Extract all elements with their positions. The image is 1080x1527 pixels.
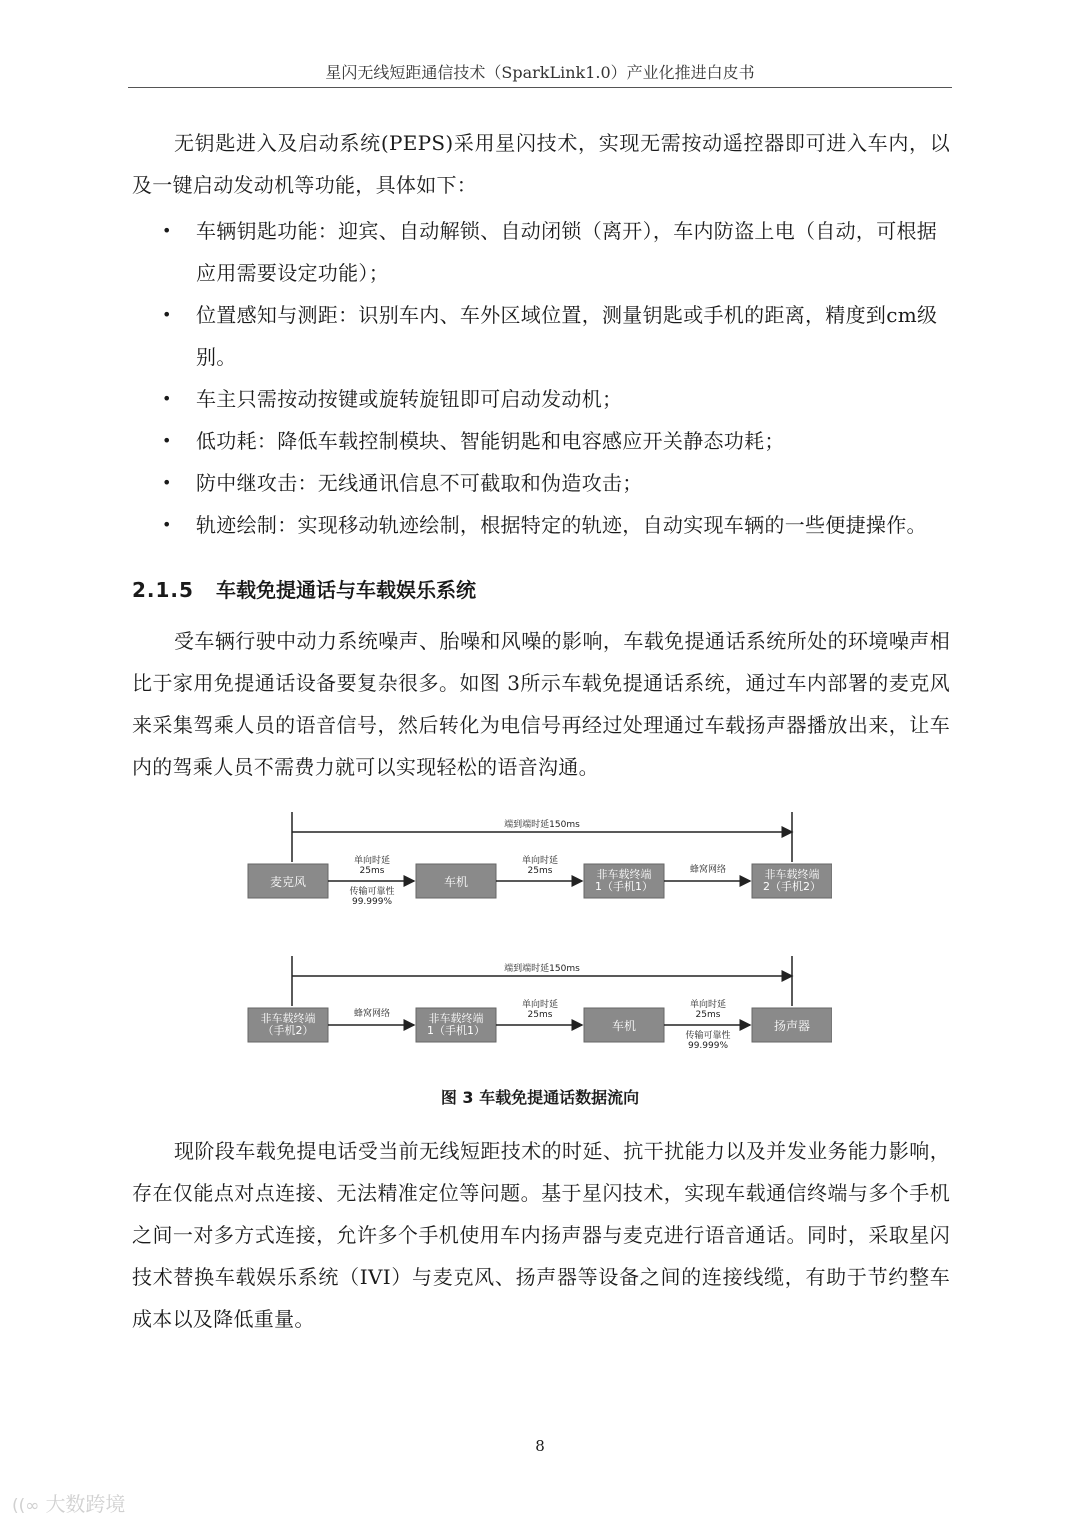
node-label: 非车载终端（手机2） [260,1012,316,1037]
link-top-label: 蜂窝网络 [689,865,727,875]
link-bottom-label: 传输可靠性 99.999% [349,887,395,907]
bullet-icon: • [162,221,172,240]
watermark [12,1488,125,1517]
bullet-icon: • [162,431,172,450]
watermark-text: 大数跨境 [45,1492,126,1516]
link-top-label: 单向时延 25ms [689,1000,727,1020]
header-rule [128,87,952,88]
node-label: 车机 [443,875,469,889]
link-top-label: 蜂窝网络 [353,1009,391,1019]
bullet-icon: • [162,473,172,492]
page-number: 8 [535,1437,545,1455]
watermark-logo-icon: ((∞ [12,1496,40,1516]
node-label: 非车载终端 2（手机2） [763,868,821,893]
intro-paragraph: 无钥匙进入及启动系统(PEPS)采用星闪技术，实现无需按动遥控器即可进入车内，以及一键启动发动机等功能，具体如下： [132,131,950,197]
list-item: • 防中继攻击：无线通讯信息不可截取和伪造攻击； [160,462,950,504]
link-top-label: 单向时延 25ms [521,1000,559,1020]
node-label: 非车载终端 1（手机1） [427,1012,485,1037]
data-flow-diagram [232,810,832,1050]
section-number: 2.1.5 [132,578,194,602]
node-label: 扬声器 [773,1019,811,1033]
bullet-icon: • [162,305,172,324]
body-paragraph-2: 现阶段车载免提电话受当前无线短距技术的时延、抗干扰能力以及并发业务能力影响，存在仅能点对点连接、无法精准定位等问题。基于星闪技术，实现车载通信终端与多个手机之间一对多方式连接，允许多个手机使用车内扬声器与麦克进行语音通话。同时，采取星闪技术替换车载娱乐系统（IVI）与麦克风、扬声器等设备之间的连接线缆，有助于节约整车成本以及降低重量。 [132,1139,950,1331]
link-top-label: 单向时延 25ms [521,856,559,876]
e2e-latency-label: 端到端时延150ms [504,820,580,830]
body-paragraph-1: 受车辆行驶中动力系统噪声、胎噪和风噪的影响，车载免提通话系统所处的环境噪声相比于家用免提通话设备要复杂很多。如图 3所示车载免提通话系统，通过车内部署的麦克风来采集驾乘人员的语音信号，然后转化为电信号再经过处理通过车载扬声器播放出来，让车内的驾乘人员不需费力就可以实现轻松的语音沟通。 [132,629,950,779]
list-item: • 位置感知与测距：识别车内、车外区域位置，测量钥匙或手机的距离，精度到cm级别。 [160,294,950,378]
link-top-label: 单向时延 25ms [353,856,391,876]
link-bottom-label: 传输可靠性 99.999% [685,1031,731,1050]
feature-list [160,210,950,546]
node-label: 非车载终端 1（手机1） [595,868,653,893]
section-heading [132,574,476,603]
list-item: • 车主只需按动按键或旋转旋钮即可启动发动机； [160,378,950,420]
list-item: • 轨迹绘制：实现移动轨迹绘制，根据特定的轨迹，自动实现车辆的一些便捷操作。 [160,504,950,546]
node-label: 麦克风 [269,875,307,889]
list-item: • 低功耗：降低车载控制模块、智能钥匙和电容感应开关静态功耗； [160,420,950,462]
node-label: 车机 [611,1019,637,1033]
e2e-latency-label: 端到端时延150ms [504,964,580,974]
bullet-icon: • [162,515,172,534]
list-item: • 车辆钥匙功能：迎宾、自动解锁、自动闭锁（离开），车内防盗上电（自动，可根据应用需要设定功能）； [160,210,950,294]
figure-caption: 图 3 车载免提通话数据流向 [440,1088,640,1107]
section-title: 车载免提通话与车载娱乐系统 [215,578,476,602]
bullet-icon: • [162,389,172,408]
running-header: 星闪无线短距通信技术（SparkLink1.0）产业化推进白皮书 [325,63,755,82]
